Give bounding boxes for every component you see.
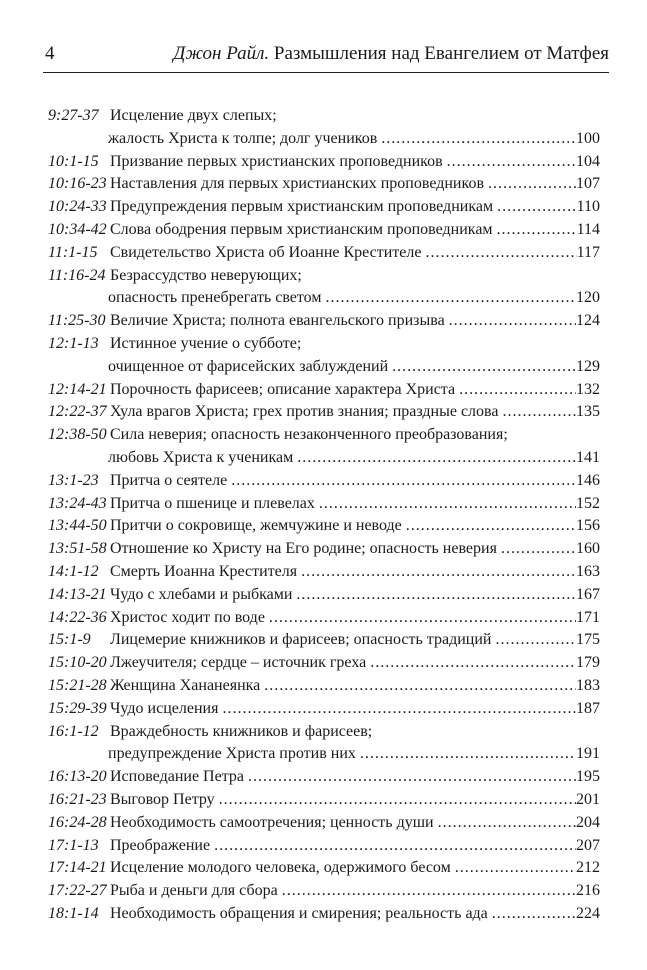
toc-title: Лицемерие книжников и фарисеев; опасность традиций <box>110 631 492 649</box>
toc-page-number: 152 <box>576 494 600 512</box>
toc-line <box>48 857 600 880</box>
toc-entry <box>48 151 600 174</box>
toc-page-number: 132 <box>576 380 600 398</box>
toc-ref: 14:1-12 <box>48 562 99 580</box>
running-title-book: Размышления над Евангелием от Матфея <box>269 43 609 64</box>
toc-leader <box>215 789 576 812</box>
toc-ref: 10:34-42 <box>48 220 107 238</box>
toc-title: Необходимость самоотречения; ценность души <box>110 813 434 831</box>
toc-page-number: 216 <box>576 882 600 900</box>
toc-entry <box>48 173 600 196</box>
toc-page-number: 104 <box>576 152 600 170</box>
toc-entry <box>48 196 600 219</box>
toc-title: Исцеление молодого человека, одержимого бесом <box>110 859 451 877</box>
toc-leader <box>366 652 576 675</box>
toc-title: Смерть Иоанна Крестителя <box>110 562 298 580</box>
toc-entry <box>48 835 600 858</box>
toc-entry <box>48 379 600 402</box>
toc-line <box>48 219 600 242</box>
toc-page-number: 207 <box>576 836 600 854</box>
toc-dotted-line <box>108 287 600 310</box>
toc-dotted-line <box>110 310 600 333</box>
toc-line <box>48 128 600 151</box>
toc-entry <box>48 219 600 242</box>
toc-dotted-line <box>110 470 600 493</box>
toc-leader <box>434 812 576 835</box>
toc-ref: 13:1-23 <box>48 471 99 489</box>
toc-ref: 17:22-27 <box>48 882 107 900</box>
toc-line <box>48 835 600 858</box>
toc-ref: 9:27-37 <box>48 107 99 124</box>
toc-leader <box>293 447 576 470</box>
toc-title: Необходимость обращения и смирения; реальность ада <box>110 904 488 922</box>
toc-title: Притчи о сокровище, жемчужине и неводе <box>110 517 402 535</box>
toc-entry <box>48 561 600 584</box>
toc-entry <box>48 242 600 265</box>
toc-title: Женщина Хананеянка <box>110 676 261 694</box>
toc-line <box>48 675 600 698</box>
toc-line <box>48 493 600 516</box>
toc-title: Предупреждения первым христианским проповедникам <box>110 198 494 216</box>
toc-entry <box>48 105 600 151</box>
toc-leader <box>260 675 576 698</box>
toc-line <box>48 698 600 721</box>
toc-dotted-line <box>110 538 600 561</box>
toc-leader <box>218 698 576 721</box>
toc-entry <box>48 721 600 767</box>
toc-leader <box>455 379 576 402</box>
toc-dotted-line <box>110 379 600 402</box>
toc-title: Притча о сеятеле <box>110 471 228 489</box>
toc-title: Преображение <box>110 836 211 854</box>
toc-dotted-line <box>110 219 600 242</box>
toc-page-number: 204 <box>576 813 600 831</box>
toc-entry <box>48 470 600 493</box>
toc-page-number: 114 <box>576 220 600 238</box>
toc-line <box>48 561 600 584</box>
toc-leader <box>493 196 577 219</box>
toc-ref: 15:10-20 <box>48 654 107 672</box>
toc-dotted-line <box>110 698 600 721</box>
toc-leader <box>322 287 577 310</box>
page-number: 4 <box>45 43 55 64</box>
toc-line <box>48 151 600 174</box>
toc-entry <box>48 857 600 880</box>
toc-title: Притча о пшенице и плевелах <box>110 494 315 512</box>
toc-entry <box>48 629 600 652</box>
toc-title: Выговор Петру <box>110 790 215 808</box>
toc-entry <box>48 333 600 379</box>
toc-title: Исповедание Петра <box>110 768 244 786</box>
toc-line <box>48 470 600 493</box>
toc-title: Чудо исцеления <box>110 699 219 717</box>
toc-title: опасность пренебрегать светом <box>108 289 322 307</box>
toc-dotted-line <box>110 903 600 926</box>
toc-line <box>48 265 600 288</box>
toc-title: предупреждение Христа против них <box>108 745 356 763</box>
toc-page-number: 201 <box>576 790 600 808</box>
toc-page-number: 124 <box>576 312 600 330</box>
toc-title: Рыба и деньги для сбора <box>110 882 278 900</box>
toc-page-number: 175 <box>576 631 600 649</box>
running-header <box>43 38 609 72</box>
toc-ref: 12:38-50 <box>48 426 107 444</box>
toc-ref: 17:14-21 <box>48 859 107 877</box>
toc-line <box>48 242 600 265</box>
toc-ref: 17:1-13 <box>48 836 99 854</box>
toc-leader <box>443 151 576 174</box>
toc-line <box>48 196 600 219</box>
toc-page-number: 135 <box>576 403 600 421</box>
toc-ref: 16:21-23 <box>48 790 107 808</box>
toc-line <box>48 401 600 424</box>
toc-ref: 15:1-9 <box>48 631 91 649</box>
toc-leader <box>493 219 577 242</box>
toc-line <box>48 515 600 538</box>
toc-dotted-line <box>110 151 600 174</box>
toc-page-number: 117 <box>576 243 600 261</box>
toc-title: жалость Христа к толпе; долг учеников <box>108 129 378 147</box>
toc-entry <box>48 515 600 538</box>
toc-page-number: 107 <box>576 175 600 193</box>
toc-title: очищенное от фарисейских заблуждений <box>108 357 389 375</box>
toc-dotted-line <box>110 493 600 516</box>
toc-title: любовь Христа к ученикам <box>108 448 294 466</box>
toc-ref: 10:1-15 <box>48 152 99 170</box>
toc-leader <box>484 173 576 196</box>
toc-entry <box>48 675 600 698</box>
toc-entry <box>48 493 600 516</box>
toc-line <box>48 721 600 744</box>
toc-ref: 13:44-50 <box>48 517 107 535</box>
toc-dotted-line <box>110 652 600 675</box>
toc-line <box>48 789 600 812</box>
toc-ref: 16:24-28 <box>48 813 107 831</box>
toc-page-number: 179 <box>576 654 600 672</box>
toc-dotted-line <box>110 173 600 196</box>
toc-leader <box>356 743 576 766</box>
toc-page-number: 129 <box>576 357 600 375</box>
toc-line <box>48 310 600 333</box>
toc-ref: 15:29-39 <box>48 699 107 717</box>
toc-line <box>48 173 600 196</box>
toc-leader <box>498 401 576 424</box>
toc-line <box>48 607 600 630</box>
toc-line <box>48 584 600 607</box>
toc-page-number: 156 <box>576 517 600 535</box>
toc-leader <box>377 128 576 151</box>
toc-title: Слова ободрения первым христианским проповедникам <box>110 220 493 238</box>
toc-leader <box>497 538 576 561</box>
toc-title: Порочность фарисеев; описание характера Христа <box>110 380 456 398</box>
toc-ref: 12:22-37 <box>48 403 107 421</box>
toc-line <box>48 903 600 926</box>
toc-entry <box>48 903 600 926</box>
toc-leader <box>388 356 576 379</box>
toc-ref: 16:1-12 <box>48 722 99 740</box>
toc-dotted-line <box>110 561 600 584</box>
table-of-contents <box>48 105 600 926</box>
toc-leader <box>244 766 576 789</box>
toc-title: Сила неверия; опасность незаконченного преобразования; <box>110 426 508 444</box>
toc-ref: 14:13-21 <box>48 585 107 603</box>
toc-title: Безрассудство неверующих; <box>110 266 302 284</box>
toc-title: Наставления для первых христианских проповедников <box>110 175 484 193</box>
toc-leader <box>210 835 576 858</box>
toc-entry <box>48 812 600 835</box>
toc-entry <box>48 538 600 561</box>
toc-page-number: 212 <box>576 859 600 877</box>
toc-line <box>48 447 600 470</box>
toc-dotted-line <box>108 128 600 151</box>
toc-page-number: 224 <box>576 904 600 922</box>
header-rule <box>43 72 609 73</box>
toc-dotted-line <box>110 812 600 835</box>
toc-dotted-line <box>108 447 600 470</box>
toc-entry <box>48 607 600 630</box>
toc-leader <box>445 310 576 333</box>
running-title <box>173 43 609 65</box>
toc-ref: 18:1-14 <box>48 904 99 922</box>
toc-entry <box>48 401 600 424</box>
toc-dotted-line <box>110 766 600 789</box>
toc-title: Величие Христа; полнота евангельского призыва <box>110 312 445 330</box>
toc-page-number: 187 <box>576 699 600 717</box>
toc-line <box>48 880 600 903</box>
toc-entry <box>48 584 600 607</box>
toc-leader <box>297 561 576 584</box>
running-title-author: Джон Райл. <box>173 43 270 64</box>
toc-line <box>48 333 600 356</box>
toc-line <box>48 743 600 766</box>
toc-title: Чудо с хлебами и рыбками <box>110 585 293 603</box>
toc-entry <box>48 652 600 675</box>
toc-page-number: 110 <box>576 198 600 216</box>
toc-ref: 11:16-24 <box>48 266 106 284</box>
toc-title: Лжеучителя; сердце – источник греха <box>110 654 367 672</box>
toc-leader <box>292 584 576 607</box>
toc-title: Исцеление двух слепых; <box>110 107 277 124</box>
toc-ref: 15:21-28 <box>48 676 107 694</box>
toc-leader <box>491 629 576 652</box>
toc-dotted-line <box>110 196 600 219</box>
toc-entry <box>48 310 600 333</box>
toc-page-number: 100 <box>576 129 600 147</box>
toc-dotted-line <box>110 584 600 607</box>
toc-line <box>48 287 600 310</box>
toc-ref: 12:14-21 <box>48 380 107 398</box>
toc-entry <box>48 880 600 903</box>
toc-dotted-line <box>110 789 600 812</box>
toc-dotted-line <box>110 515 600 538</box>
toc-dotted-line <box>110 857 600 880</box>
toc-page-number: 191 <box>576 745 600 763</box>
toc-leader <box>421 242 576 265</box>
toc-line <box>48 379 600 402</box>
toc-title: Отношение ко Христу на Его родине; опасность неверия <box>110 540 497 558</box>
toc-ref: 14:22-36 <box>48 608 107 626</box>
toc-leader <box>227 470 576 493</box>
toc-title: Христос ходит по воде <box>110 608 265 626</box>
toc-ref: 13:24-43 <box>48 494 107 512</box>
toc-page-number: 171 <box>576 608 600 626</box>
toc-page-number: 183 <box>576 676 600 694</box>
toc-title: Враждебность книжников и фарисеев; <box>110 722 373 740</box>
toc-page-number: 141 <box>576 448 600 466</box>
toc-line <box>48 424 600 447</box>
toc-entry <box>48 766 600 789</box>
toc-dotted-line <box>108 743 600 766</box>
toc-ref: 10:24-33 <box>48 198 107 216</box>
toc-line <box>48 356 600 379</box>
toc-dotted-line <box>110 675 600 698</box>
toc-dotted-line <box>110 607 600 630</box>
toc-entry <box>48 698 600 721</box>
toc-leader <box>265 607 576 630</box>
toc-ref: 11:1-15 <box>48 243 98 261</box>
toc-leader <box>402 515 576 538</box>
toc-page-number: 160 <box>576 540 600 558</box>
toc-leader <box>488 903 576 926</box>
toc-line <box>48 812 600 835</box>
toc-leader <box>451 857 576 880</box>
toc-ref: 10:16-23 <box>48 175 107 193</box>
toc-line <box>48 538 600 561</box>
toc-line <box>48 766 600 789</box>
toc-title: Свидетельство Христа об Иоанне Крестителе <box>110 243 422 261</box>
toc-page-number: 146 <box>576 471 600 489</box>
toc-title: Призвание первых христианских проповедников <box>110 152 443 170</box>
toc-dotted-line <box>110 880 600 903</box>
toc-ref: 11:25-30 <box>48 312 106 330</box>
toc-dotted-line <box>108 356 600 379</box>
toc-entry <box>48 789 600 812</box>
toc-dotted-line <box>110 401 600 424</box>
toc-line <box>48 652 600 675</box>
toc-dotted-line <box>110 242 600 265</box>
toc-entry <box>48 265 600 311</box>
toc-leader <box>278 880 576 903</box>
toc-page-number: 120 <box>576 289 600 307</box>
toc-title: Хула врагов Христа; грех против знания; праздные слова <box>110 403 499 421</box>
toc-page-number: 163 <box>576 562 600 580</box>
toc-page-number: 167 <box>576 585 600 603</box>
toc-page-number: 195 <box>576 768 600 786</box>
toc-entry <box>48 424 600 470</box>
toc-ref: 16:13-20 <box>48 768 107 786</box>
toc-dotted-line <box>110 835 600 858</box>
toc-line <box>48 629 600 652</box>
toc-leader <box>315 493 576 516</box>
toc-title: Истинное учение о субботе; <box>110 334 302 352</box>
toc-ref: 13:51-58 <box>48 540 107 558</box>
toc-ref: 12:1-13 <box>48 334 99 352</box>
toc-line <box>48 105 600 128</box>
toc-dotted-line <box>110 629 600 652</box>
